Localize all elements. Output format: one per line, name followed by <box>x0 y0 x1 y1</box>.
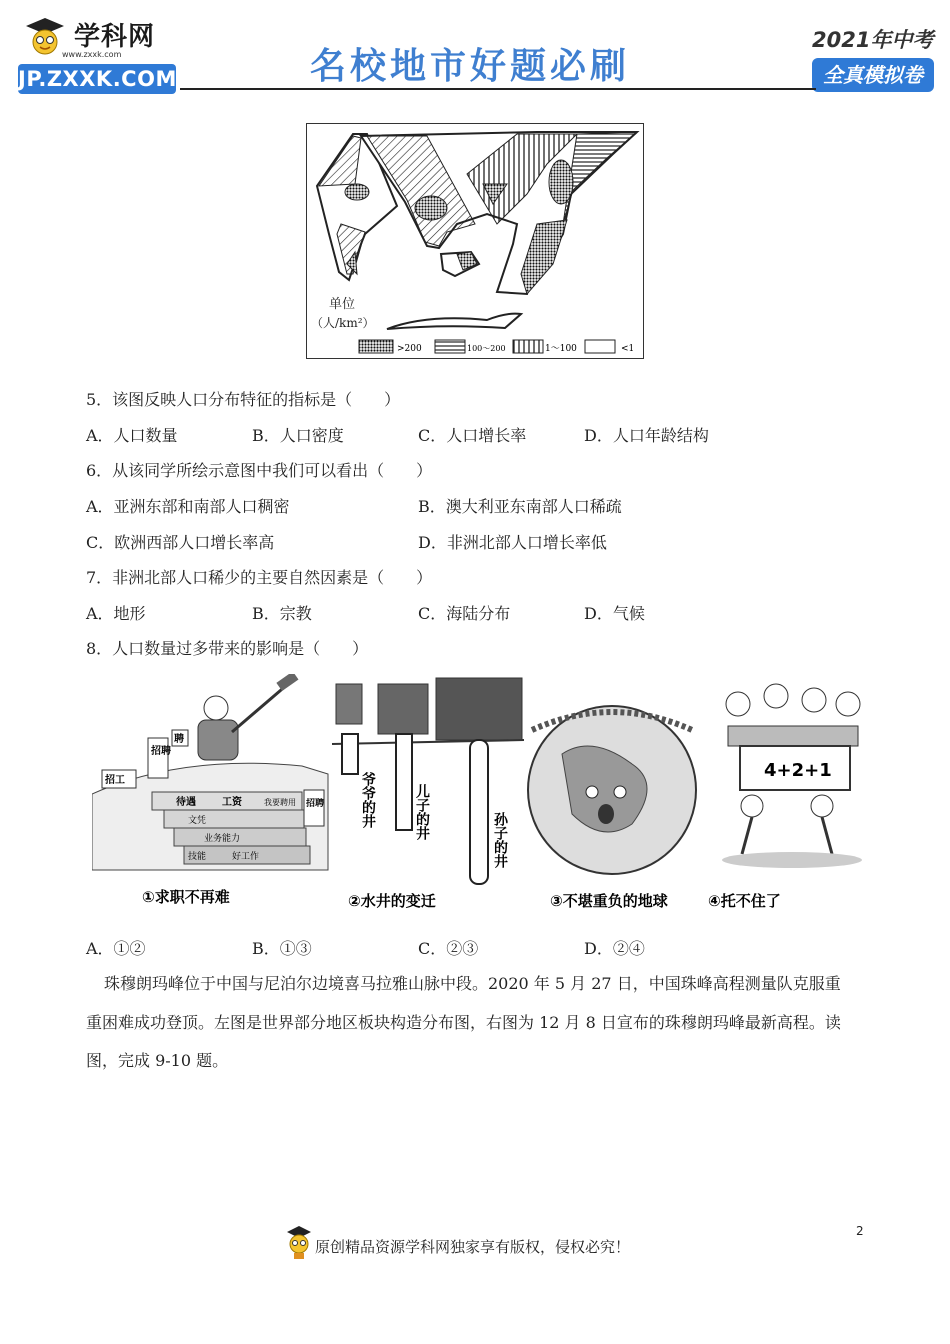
exam-badge: 全真模拟卷 <box>812 58 934 92</box>
map-legend <box>359 340 634 354</box>
logo-title: 学科网 <box>74 22 156 52</box>
step-ability: 业务能力 <box>204 834 241 844</box>
exam-title: 2021年中考 <box>812 28 934 52</box>
population-density-map <box>306 123 644 359</box>
population-comics <box>92 674 864 914</box>
sign-hire: 聘 <box>174 734 184 745</box>
question-7-stem: 7．非洲北部人口稀少的主要自然因素是（ ） <box>86 568 433 587</box>
eurasia-region <box>361 132 637 294</box>
q5-option-a[interactable]: A．人口数量 <box>86 426 178 445</box>
step-salary: 工资 <box>222 797 242 808</box>
comic-panel-earth <box>528 706 696 910</box>
q5-option-d[interactable]: D．人口年龄结构 <box>584 426 709 445</box>
caption-1: ①求职不再难 <box>142 888 230 906</box>
passage-line-1: 珠穆朗玛峰位于中国与尼泊尔边境喜马拉雅山脉中段。2020 年 5 月 27 日，中国珠峰高程测量队克服重 <box>104 974 841 993</box>
caption-2: ②水井的变迁 <box>348 892 436 910</box>
q5-option-c[interactable]: C．人口增长率 <box>418 426 527 445</box>
page-footer <box>285 1222 705 1262</box>
comics-drawing <box>92 674 864 914</box>
q5-option-b[interactable]: B．人口密度 <box>252 426 344 445</box>
page-number: 2 <box>856 1224 864 1238</box>
label-grandpa-well: 爷爷的井 <box>360 772 376 828</box>
sign-recruit-1: 招聘 <box>151 746 171 757</box>
legend-swatch-high <box>435 340 465 353</box>
step-treatment: 待遇 <box>176 797 196 808</box>
label-grandson-well: 孙子的井 <box>492 812 508 868</box>
q6-option-d[interactable]: D．非洲北部人口增长率低 <box>418 533 607 552</box>
q7-option-c[interactable]: C．海陆分布 <box>418 604 511 623</box>
caption-3: ③不堪重负的地球 <box>550 892 668 910</box>
legend-swatch-dense <box>359 340 393 353</box>
logo-url: www.zxxk.com <box>62 50 122 59</box>
legend-swatch-medium <box>513 340 543 353</box>
q6-option-a[interactable]: A．亚洲东部和南部人口稠密 <box>86 497 290 516</box>
step-hire-me: 我要聘用 <box>264 798 296 807</box>
header-divider <box>180 88 816 90</box>
legend-label-3: 1～100 <box>545 344 577 354</box>
page-header <box>0 0 950 100</box>
q7-option-d[interactable]: D．气候 <box>584 604 645 623</box>
map-drawing <box>307 124 643 358</box>
comic-panel-family <box>708 684 862 910</box>
step-diploma: 文凭 <box>188 816 207 826</box>
caption-4: ④托不住了 <box>708 892 781 910</box>
q8-option-c[interactable]: C．②③ <box>418 939 479 958</box>
step-skill: 技能 <box>188 852 207 862</box>
sign-recruit-2: 招聘 <box>306 799 325 809</box>
q6-option-b[interactable]: B．澳大利亚东南部人口稀疏 <box>418 497 622 516</box>
question-5-stem: 5．该图反映人口分布特征的指标是（ ） <box>86 390 401 409</box>
passage-line-3: 图，完成 9-10 题。 <box>86 1051 229 1070</box>
legend-label-1: >200 <box>397 344 422 354</box>
banner-title: 名校地市好题必刷 <box>310 46 631 87</box>
comic-panel-job-hunting <box>92 674 328 906</box>
question-6-stem: 6．从该同学所绘示意图中我们可以看出（ ） <box>86 461 433 480</box>
q7-option-b[interactable]: B．宗教 <box>252 604 312 623</box>
sign-box <box>148 738 168 778</box>
passage-line-2: 重困难成功登顶。左图是世界部分地区板块构造分布图，右图为 12 月 8 日宣布的珠穆朗玛峰最新高程。读 <box>86 1013 841 1032</box>
q8-option-a[interactable]: A．①② <box>86 939 146 958</box>
sign-workers: 招工 <box>105 775 125 786</box>
q8-option-b[interactable]: B．①③ <box>252 939 312 958</box>
copyright-text: 原创精品资源学科网独家享有版权，侵权必究！ <box>315 1238 631 1256</box>
q7-option-a[interactable]: A．地形 <box>86 604 146 623</box>
mascot-icon <box>285 1224 313 1260</box>
unit-label: 单位 <box>329 297 356 312</box>
label-4-2-1: 4+2+1 <box>764 760 832 781</box>
q8-option-d[interactable]: D．②④ <box>584 939 645 958</box>
q6-option-c[interactable]: C．欧洲西部人口增长率高 <box>86 533 275 552</box>
legend-label-4: <1 <box>621 344 635 354</box>
step-good-job: 好工作 <box>232 852 260 862</box>
legend-swatch-sparse <box>585 340 615 353</box>
logo-domain[interactable]: JP.ZXXK.COM <box>18 64 176 94</box>
legend-label-2: 100～200 <box>467 344 506 353</box>
zxxk-logo[interactable] <box>18 14 183 96</box>
south-america-region <box>387 314 521 329</box>
comic-panel-wells <box>332 678 524 910</box>
australia-region <box>441 252 479 276</box>
label-son-well: 儿子的井 <box>414 784 430 840</box>
question-8-stem: 8．人口数量过多带来的影响是（ ） <box>86 639 369 658</box>
unit-value: （人/km²） <box>311 316 375 330</box>
